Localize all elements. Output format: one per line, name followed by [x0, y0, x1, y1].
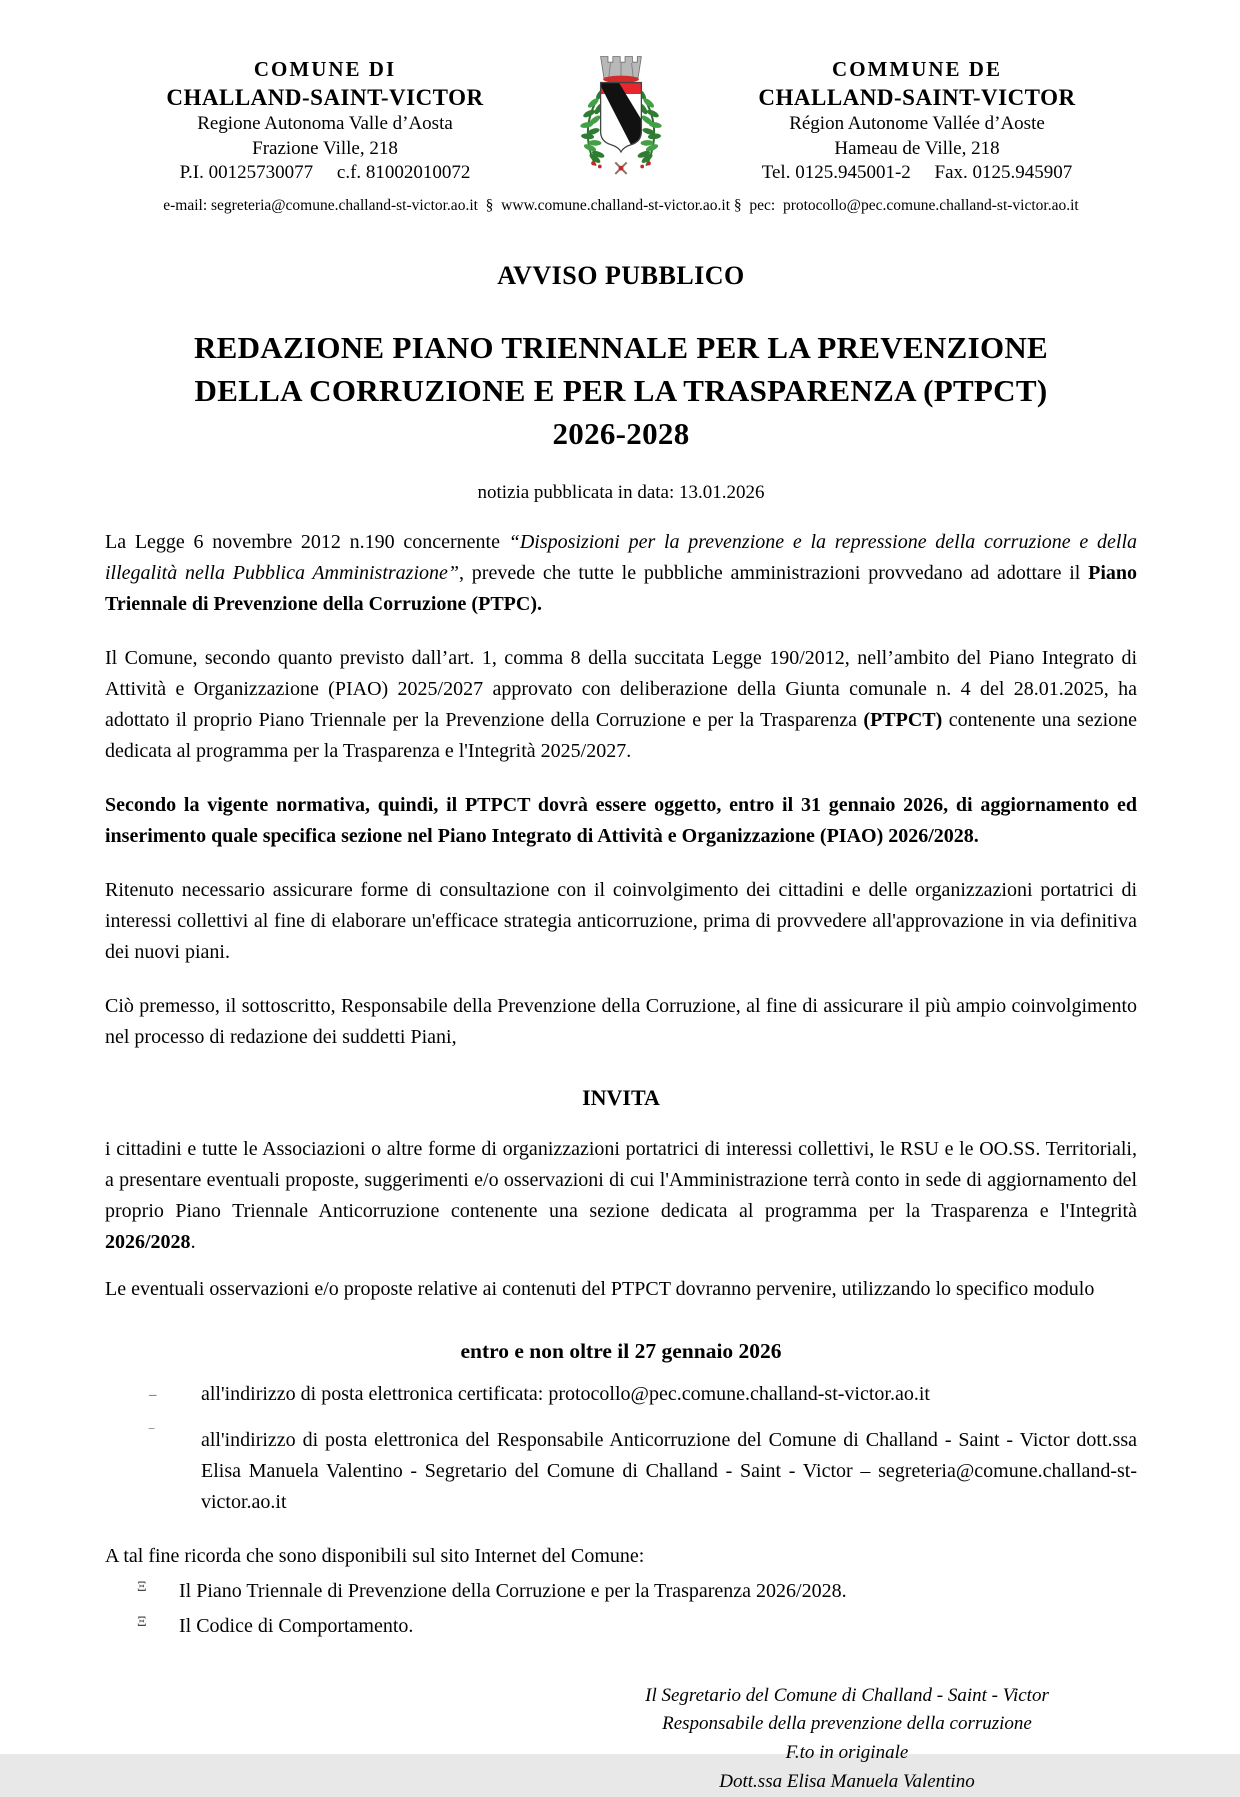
commune-title-fr: COMMUNE DE: [832, 57, 1002, 81]
contact-line: e-mail: segreteria@comune.challand-st-victor.ao.it § www.comune.challand-st-victor.ao.it § pec: protocollo@pec.comune.challand-st-victor.ao.it: [163, 197, 1079, 215]
region-line-fr: Région Autonome Vallée d’Aoste: [789, 113, 1045, 135]
address-line-fr: Hameau de Ville, 218: [834, 137, 1000, 159]
bullet-glyph: Ξ: [137, 1578, 147, 1595]
list-item: [137, 1611, 1137, 1642]
paragraph-premessa: Ciò premesso, il sottoscritto, Responsabile della Prevenzione della Corruzione, al fine di assicurare il più ampio coinvolgimento nel processo di redazione dei suddetti Piani,: [105, 994, 1137, 1048]
text-segment: i cittadini e tutte le Associazioni o altre forme di organizzazioni portatrici di interessi collettivi, le RSU e le OO.SS. Territoriali, a presentare eventuali proposte, suggerimenti e/o osservazioni di cui l'Amministrazione terrà conto in sede di aggiornamento del proprio Piano Triennale Anticorruzione contenente una sezione dedicata al programma per la Trasparenza e l'Integrità: [105, 1137, 1137, 1222]
text-segment: Il Comune, secondo quanto previsto dall’art. 1, comma 8 della succitata Legge 190/2012, nell’ambito del Piano Integrato di Attività e Organizzazione (PIAO) 2025/2027 approvato con deliberazione della Giunta comunale n. 4 del 28.01.2025, ha adottato il proprio Piano Triennale per la Prevenzione della Corruzione e per la Trasparenza: [105, 646, 1137, 731]
signature-role-line2: Responsabile della prevenzione della corruzione: [662, 1713, 1032, 1735]
bullet-glyph: _: [149, 1381, 157, 1398]
signature-name: Dott.ssa Elisa Manuela Valentino: [719, 1771, 975, 1793]
list-item: [149, 1379, 1137, 1410]
paragraph-piao: [105, 643, 1137, 767]
letterhead-french: [697, 56, 1137, 185]
years-bold: 2026/2028: [105, 1230, 191, 1253]
text-segment: .: [190, 1230, 196, 1253]
list-item: [149, 1425, 1137, 1518]
tel-fax-line: Tel. 0125.945001-2 Fax. 0125.945907: [761, 161, 1073, 183]
bullet-glyph: Ξ: [137, 1613, 147, 1630]
signature-role-line1: Il Segretario del Comune di Challand - Saint - Victor: [645, 1684, 1049, 1706]
paragraph-law-190: [105, 527, 1137, 620]
piano-triennale-item: Il Piano Triennale di Prevenzione della Corruzione e per la Trasparenza 2026/2028.: [179, 1579, 847, 1602]
notice-title-line1: REDAZIONE PIANO TRIENNALE PER LA PREVENZIONE: [193, 330, 1049, 366]
text-segment: La Legge 6 novembre 2012 n.190 concernente: [105, 530, 509, 553]
contact-methods-list: [105, 1379, 1137, 1518]
coat-of-arms: [566, 50, 676, 182]
codice-comportamento-item: Il Codice di Comportamento.: [179, 1614, 414, 1637]
notice-kicker: AVVISO PUBBLICO: [497, 261, 745, 291]
letterhead: [105, 56, 1137, 185]
paragraph-deadline-normative: Secondo la vigente normativa, quindi, il PTPCT dovrà essere oggetto, entro il 31 gennaio 2026, di aggiornamento ed inserimento quale specifica sezione nel Piano Integrato di Attività e Organizzazione (PIAO) 2026/2028.: [105, 793, 1137, 847]
signature-block: [557, 1682, 1137, 1797]
responsabile-address-item: all'indirizzo di posta elettronica del Responsabile Anticorruzione del Comune di Challand - Saint - Victor dott.ssa Elisa Manuela Valentino - Segretario del Comune di Challand - Saint - Victor – segreteria@comune.challand-st-victor.ao.it: [201, 1428, 1137, 1513]
paragraph-modulo: Le eventuali osservazioni e/o proposte relative ai contenuti del PTPCT dovranno pervenire, utilizzando lo specifico modulo: [105, 1277, 1095, 1300]
region-line-it: Regione Autonoma Valle d’Aosta: [197, 113, 453, 135]
address-line-it: Frazione Ville, 218: [252, 137, 398, 159]
paragraph-invito: [105, 1134, 1137, 1258]
deadline-heading: entro e non oltre il 27 gennaio 2026: [460, 1338, 782, 1363]
paragraph-sito: A tal fine ricorda che sono disponibili sul sito Internet del Comune:: [105, 1544, 645, 1567]
commune-name-it: CHALLAND-SAINT-VICTOR: [166, 84, 484, 110]
text-segment: , prevede che tutte le pubbliche amministrazioni provvedano ad adottare il: [459, 561, 1089, 584]
pec-address-item: all'indirizzo di posta elettronica certificata: protocollo@pec.comune.challand-st-victor.ao.it: [201, 1382, 930, 1405]
notice-title-line2: DELLA CORRUZIONE E PER LA TRASPARENZA (PTPCT): [194, 373, 1048, 409]
coat-of-arms-icon: [568, 50, 674, 182]
site-documents-list: [105, 1576, 1137, 1642]
notice-title-line3: 2026-2028: [552, 415, 690, 451]
text-segment: contenente una sezione dedicata al programma per la Trasparenza e l'Integrità 2025/2027.: [105, 708, 1138, 762]
notice-title: [105, 327, 1137, 455]
list-item: [137, 1576, 1137, 1607]
ptpct-bold: (PTPCT): [863, 708, 943, 731]
signature-fto: F.to in originale: [785, 1742, 909, 1764]
publication-date: notizia pubblicata in data: 13.01.2026: [477, 481, 765, 503]
invita-heading: INVITA: [582, 1084, 660, 1110]
law-title-quote: “Disposizioni per la prevenzione e la repressione della corruzione e della illegalità nella Pubblica Amministrazione”: [105, 530, 1137, 584]
bullet-glyph: ‾: [149, 1427, 154, 1444]
ptpc-bold: Piano Triennale di Prevenzione della Corruzione (PTPC).: [105, 561, 1138, 615]
letterhead-italian: [105, 56, 545, 185]
paragraph-consultation: Ritenuto necessario assicurare forme di consultazione con il coinvolgimento dei cittadini e delle organizzazioni portatrici di interessi collettivi al fine di elaborare un'efficace strategia anticorruzione, prima di provvedere all'approvazione in via definitiva dei nuovi piani.: [105, 878, 1137, 963]
commune-title-it: COMUNE DI: [253, 57, 397, 81]
fiscal-codes-line: P.I. 00125730077 c.f. 81002010072: [179, 161, 471, 183]
commune-name-fr: CHALLAND-SAINT-VICTOR: [758, 84, 1076, 110]
